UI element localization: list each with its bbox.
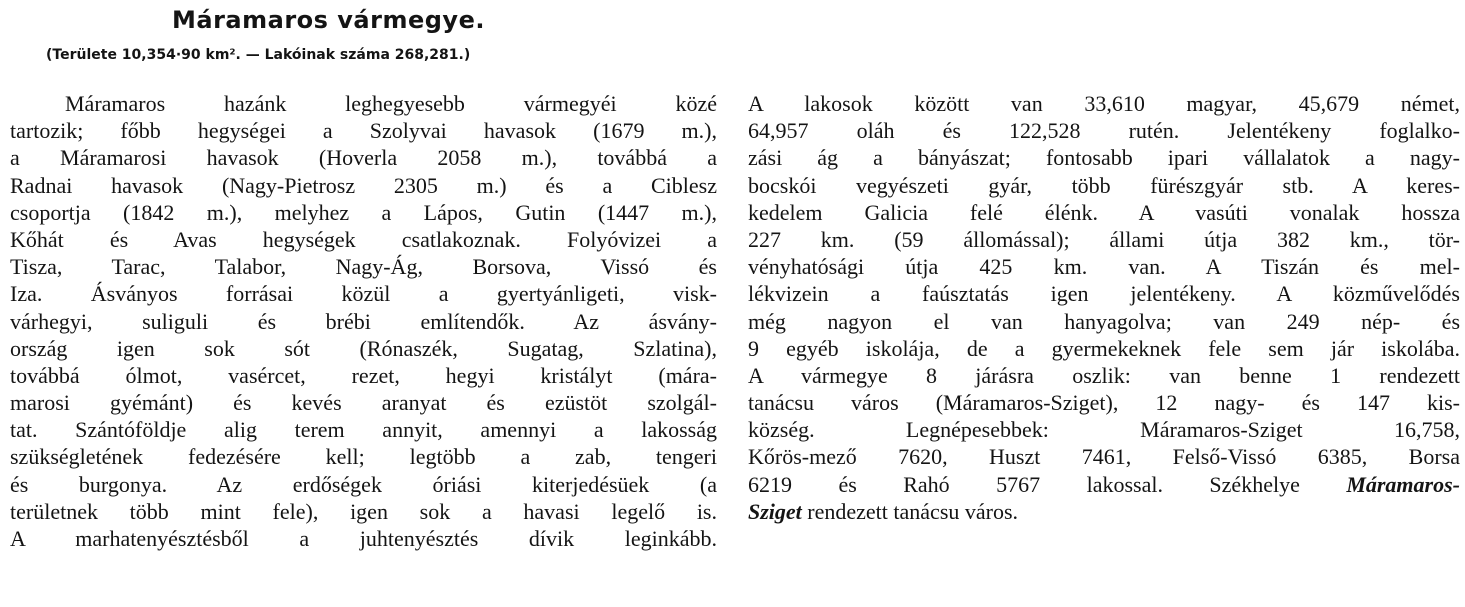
text-line-content: 6219 és Rahó 5767 lakossal. Székhelye [748,471,1300,497]
text-line: A vármegye 8 járásra oszlik: van benne 1 rendezett [748,362,1460,388]
text-line [748,498,1460,525]
text-line: tartozik; főbb hegységei a Szolyvai havasok (1679 m.), [10,118,717,144]
text-line: tanácsu város (Máramaros-Sziget), 12 nagy- és 147 kis- [748,390,1460,416]
text-line: kedelem Galicia felé élénk. A vasúti vonalak hossza [748,199,1460,225]
text-line [748,471,1460,498]
text-line: tat. Szántóföldje alig terem annyit, amennyi a lakosság [10,417,717,443]
text-line: és burgonya. Az erdőségek óriási kiterjedésüek (a [10,471,717,497]
right-text-column [748,90,1460,525]
text-line: 9 egyéb iskolája, de a gyermekeknek fele sem jár iskolába. [748,335,1460,361]
text-line: a Máramarosi havasok (Hoverla 2058 m.), továbbá a [10,145,717,171]
text-line: bocskói vegyészeti gyár, több fürészgyár stb. A keres- [748,172,1460,198]
text-line: zási ág a bányászat; fontosabb ipari vállalatok a nagy- [748,145,1460,171]
text-line: Máramaros hazánk leghegyesebb vármegyéi közé [65,91,717,116]
seat-name-italic: Máramaros- [1346,471,1460,497]
page-title: Máramaros vármegye. [172,6,485,34]
text-line: továbbá ólmot, vasércet, rezet, hegyi kristályt (mára- [10,362,717,388]
text-line: ország igen sok sót (Rónaszék, Sugatag, Szlatina), [10,335,717,361]
text-line: Tisza, Tarac, Talabor, Nagy-Ág, Borsova, Vissó és [10,254,717,280]
text-line: A marhatenyésztésből a juhtenyésztés dívik leginkább. [10,526,717,551]
text-line-content: rendezett tanácsu város. [801,498,1019,524]
text-line: lékvizein a faúsztatás igen jelentékeny. A közművelődés [748,281,1460,307]
text-line: még nagyon el van hanyagolva; van 249 nép- és [748,308,1460,334]
text-line: területnek több mint fele), igen sok a havasi legelő is. [10,498,717,524]
county-statistics-subtitle: (Területe 10,354·90 km². — Lakóinak száma 268,281.) [46,47,471,63]
text-line: Kőhát és Avas hegységek csatlakoznak. Folyóvizei a [10,226,717,252]
text-line: marosi gyémánt) és kevés aranyat és ezüstöt szolgál- [10,390,717,416]
text-line: Iza. Ásványos forrásai közül a gyertyánligeti, visk- [10,281,717,307]
text-line: 227 km. (59 állomással); állami útja 382 km., tör- [748,226,1460,252]
seat-name-italic-continued: Sziget [748,498,802,524]
text-line: Radnai havasok (Nagy-Pietrosz 2305 m.) és a Ciblesz [10,172,717,198]
text-line: csoportja (1842 m.), melyhez a Lápos, Gutin (1447 m.), [10,199,717,225]
text-line: A lakosok között van 33,610 magyar, 45,679 német, [748,91,1460,116]
text-line: 64,957 oláh és 122,528 rutén. Jelentékeny foglalko- [748,118,1460,144]
text-line: vényhatósági útja 425 km. van. A Tiszán és mel- [748,254,1460,280]
left-text-column [10,90,717,552]
text-line: szükségletének fedezésére kell; legtöbb a zab, tengeri [10,444,717,470]
text-line: Kőrös-mező 7620, Huszt 7461, Felső-Vissó 6385, Borsa [748,444,1460,470]
text-line: várhegyi, suliguli és brébi említendők. Az ásvány- [10,308,717,334]
text-line: község. Legnépesebbek: Máramaros-Sziget 16,758, [748,417,1460,443]
